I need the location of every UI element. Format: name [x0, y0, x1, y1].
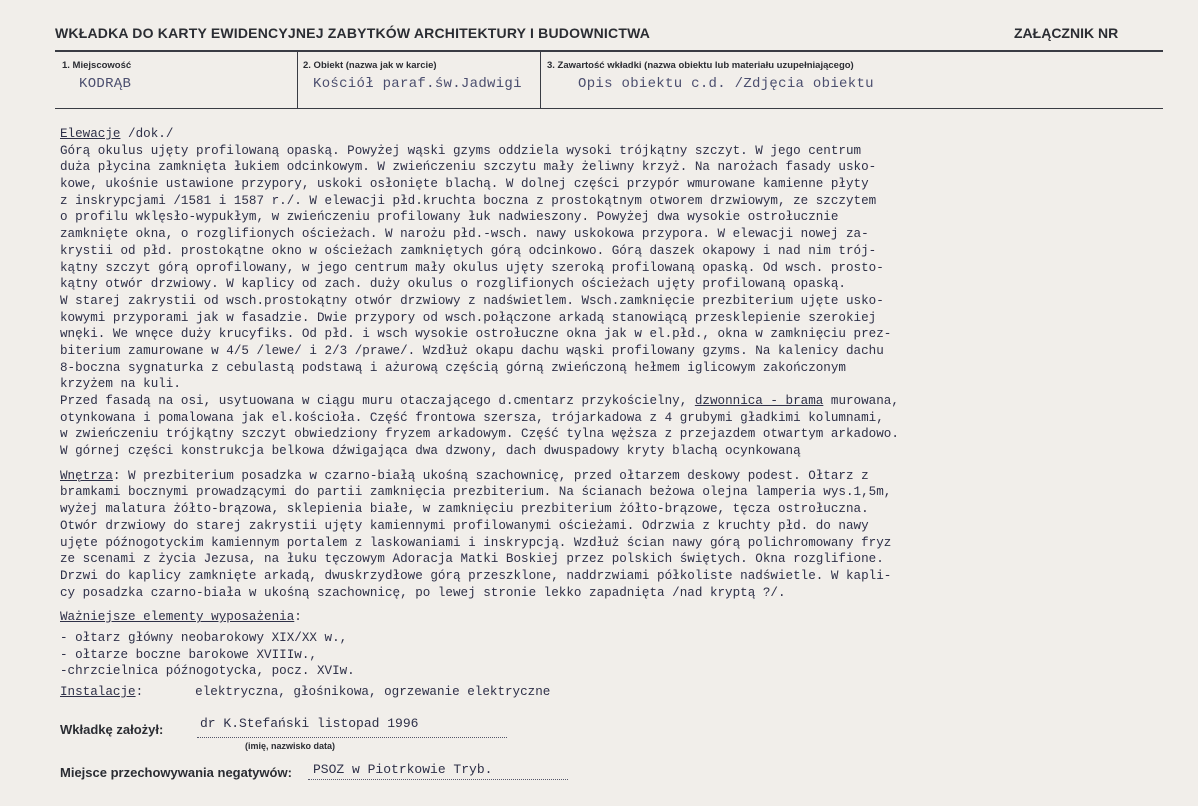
elevations-line: z inskrypcjami /1581 i 1587 r./. W elewacji płd.kruchta boczna z prostokątnym otworem drzwiowym, ze szczytem — [60, 193, 877, 208]
annex-label: ZAŁĄCZNIK NR — [1014, 25, 1119, 41]
installations-value: elektryczna, głośnikowa, ogrzewanie elektryczne — [195, 685, 551, 699]
elevations-line: kowymi przyporami jak w fasadzie. Dwie przypory od wsch.połączone arkadą stanowiącą przesklepienie szerokiej — [60, 310, 877, 325]
interior-line: Drzwi do kaplicy zamknięte arkadą, dwuskrzydłowe górą przeszklone, naddrzwiami półkoliste nadświetle. W kapli- — [60, 568, 892, 583]
furnishings-heading: Ważniejsze elementy wyposażenia — [60, 610, 295, 625]
interior-heading: Wnętrza — [60, 468, 113, 483]
interior-line: bramkami bocznymi prowadzącymi do partii zamknięcia prezbiterium. Na ścianach beżowa olejna lamperia wys.1,5m, — [60, 485, 892, 500]
interior-line: ujęte późnogotyckim kamiennym portalem z laskowaniami i inskrypcją. Wzdłuż ścian nawy górą polichromowany fryz — [60, 535, 892, 550]
installations-line — [60, 684, 1188, 701]
elevations-line: krystii od płd. prostokątne okno w ościeżach zamkniętych górą odcinkowo. Górą daszek okapowy i nad nim trój- — [60, 243, 877, 258]
elevations-line: zamknięte okna, o rozglifionych ościeżach. W narożu płd.-wsch. nawy uskokowa przypora. W elewacji nowej za- — [60, 227, 869, 242]
object-label: 2. Obiekt (nazwa jak w karcie) — [303, 60, 437, 71]
elevations-line: Górą okulus ujęty profilowaną opaską. Powyżej wąski gzyms oddziela wysoki trójkątny szczyt. W jego centrum — [60, 143, 862, 158]
contents-label: 3. Zawartość wkładki (nazwa obiektu lub materiału uzupełniającego) — [547, 60, 854, 71]
author-caption: (imię, nazwisko data) — [245, 741, 336, 751]
elevations-line: duża płycina zamknięta łukiem odcinkowym. W zwieńczeniu szczytu mały żeliwny krzyż. Na narożach fasady usko- — [60, 160, 877, 175]
form-title: WKŁADKA DO KARTY EWIDENCYJNEJ ZABYTKÓW ARCHITEKTURY I BUDOWNICTWA — [55, 25, 651, 41]
contents-value: Opis obiektu c.d. /Zdjęcia obiektu — [578, 76, 874, 92]
belfry-tail: murowana, — [823, 394, 899, 408]
section-gap — [60, 460, 1188, 468]
object-value: Kościół paraf.św.Jadwigi — [313, 76, 522, 92]
interior-line: ze scenami z życia Jezusa, na łuku tęczowym Adoracja Matki Boskiej przez polskich świętych. Okna rozglifione. — [60, 552, 884, 567]
elevations-heading: Elewacje — [60, 127, 121, 141]
storage-dotted-line — [308, 779, 568, 780]
field-divider-2 — [540, 52, 541, 109]
storage-label: Miejsce przechowywania negatywów: — [60, 765, 292, 780]
elevations-line: krzyżem na kuli. — [60, 377, 181, 392]
interior-line: wyżej malatura żółto-brązowa, sklepienia białe, w zamknięciu prezbiterium żółto-brązowe, tęcza ostrołuczna. — [60, 502, 869, 517]
description-body — [60, 126, 1188, 701]
furnishings-item: -chrzcielnica późnogotycka, pocz. XVIw. — [60, 664, 355, 679]
elevations-line: o profilu wklęsło-wypukłym, w zwieńczeniu profilowany łuk nadwieszony. Powyżej dwa wysokie ostrołucznie — [60, 210, 839, 225]
elevations-line: 8-boczna sygnaturka z cebulastą podstawą i ażurową częścią górną zwieńczoną hełmem iglicowym zakończonym — [60, 360, 846, 375]
elevations-heading-line — [60, 126, 1188, 143]
author-dotted-line — [197, 737, 507, 738]
interior-line: Otwór drzwiowy do starej zakrystii ujęty kamiennymi profilowanymi ościeżami. Odrzwia z kruchty płd. do nawy — [60, 518, 869, 533]
fields-bottom-rule — [55, 108, 1163, 109]
interior-first-line — [60, 468, 1188, 485]
installations-label-suffix: : — [135, 685, 144, 699]
elevations-heading-suffix: /dok./ — [120, 127, 174, 141]
furnishings-item: - ołtarz główny neobarokowy XIX/XX w., — [60, 630, 348, 645]
interior-first-line-rest: : W prezbiterium posadzka w czarno-białą ukośną szachownicę, przed ołtarzem deskowy podest. Ołtarz z — [112, 468, 869, 483]
elevations-line: kątny otwór drzwiowy. W kaplicy od zach. duży okulus o rozglifionych ościeżach ujęty profilowaną opaską. — [60, 277, 846, 292]
elevations-line: kątny szczyt górą oprofilowany, w jego centrum mały okulus ujęty szeroką profilowaną opaską. Od wsch. prosto- — [60, 260, 884, 275]
author-label: Wkładkę założył: — [60, 722, 164, 737]
section-gap — [60, 601, 1188, 609]
belfry-line: w zwieńczeniu trójkątny szczyt obwiedziony fryzem arkadowym. Część tylna węższa z przejazdem otwartym arkadowo. — [60, 427, 899, 442]
author-value: dr K.Stefański listopad 1996 — [200, 716, 419, 731]
storage-value: PSOZ w Piotrkowie Tryb. — [313, 762, 493, 777]
interior-line: cy posadzka czarno-biała w ukośną szachownicę, po lewej stronie lekko zapadnięta /nad kryptą ?/. — [60, 585, 786, 600]
furnishings-item: - ołtarze boczne barokowe XVIIIw., — [60, 647, 317, 662]
furnishings-heading-line — [60, 609, 1188, 626]
belfry-line: W górnej części konstrukcja belkowa dźwigająca dwa dzwony, dach dwuspadowy kryty blachą ocynkowaną — [60, 444, 801, 459]
belfry-underlined: dzwonnica - brama — [694, 394, 824, 408]
belfry-line: otynkowana i pomalowana jak el.kościoła. Część frontowa szersza, trójarkadowa z 4 grubymi gładkimi kolumnami, — [60, 410, 884, 425]
locality-label: 1. Miejscowość — [62, 60, 132, 71]
belfry-first-line — [60, 393, 1188, 410]
elevations-line: kowe, ukośnie ustawione przypory, uskoki osłonięte blachą. W dolnej części przypór wmurowane kamienne płyty — [60, 177, 869, 192]
furnishings-heading-suffix: : — [294, 610, 302, 625]
belfry-lead: Przed fasadą na osi, usytuowana w ciągu muru otaczającego d.cmentarz przykościelny, — [60, 394, 695, 408]
locality-value: KODRĄB — [79, 76, 132, 92]
header-top-rule — [55, 50, 1163, 52]
elevations-line: W starej zakrystii od wsch.prostokątny otwór drzwiowy z nadświetlem. Wsch.zamknięcie prezbiterium ujęte usko- — [60, 293, 884, 308]
installations-label: Instalacje — [60, 685, 136, 699]
field-divider-1 — [297, 52, 298, 109]
elevations-line: wnęki. We wnęce duży krucyfiks. Od płd. i wsch wysokie ostrołuczne okna jak w el.płd., okna w zamknięciu prez- — [60, 327, 892, 342]
elevations-line: biterium zamurowane w 4/5 /lewe/ i 2/3 /prawe/. Wzdłuż okapu dachu wąski profilowany gzyms. Na kalenicy dachu — [60, 343, 884, 358]
